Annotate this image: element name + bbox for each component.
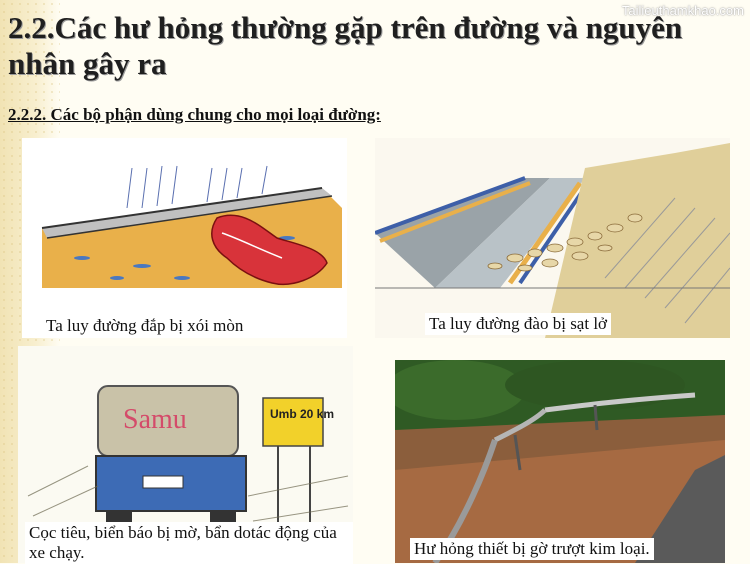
cut-slope-landslide-image [375,138,730,338]
page-title: 2.2.Các hư hỏng thường gặp trên đường và nguyên nhân gây ra [8,10,683,81]
watermark: Tailieuthamkhao.com [621,3,744,18]
damaged-guardrail-caption: Hư hỏng thiết bị gờ trượt kim loại. [410,538,654,560]
embankment-erosion-caption: Ta luy đường đắp bị xói mòn [42,315,247,337]
truck-cover-text: Samu [123,404,187,435]
section-subtitle: 2.2.2. Các bộ phận dùng chung cho mọi loại đường: [8,105,381,124]
damaged-guardrail-image [395,360,725,563]
road-sign-text: Umb 20 km [270,407,335,421]
cut-slope-landslide-caption: Ta luy đường đào bị sạt lở [425,313,611,335]
dirty-sign-caption: Cọc tiêu, biển báo bị mờ, bẩn dotác động của xe chạy. [25,522,353,564]
embankment-erosion-image [22,138,347,338]
